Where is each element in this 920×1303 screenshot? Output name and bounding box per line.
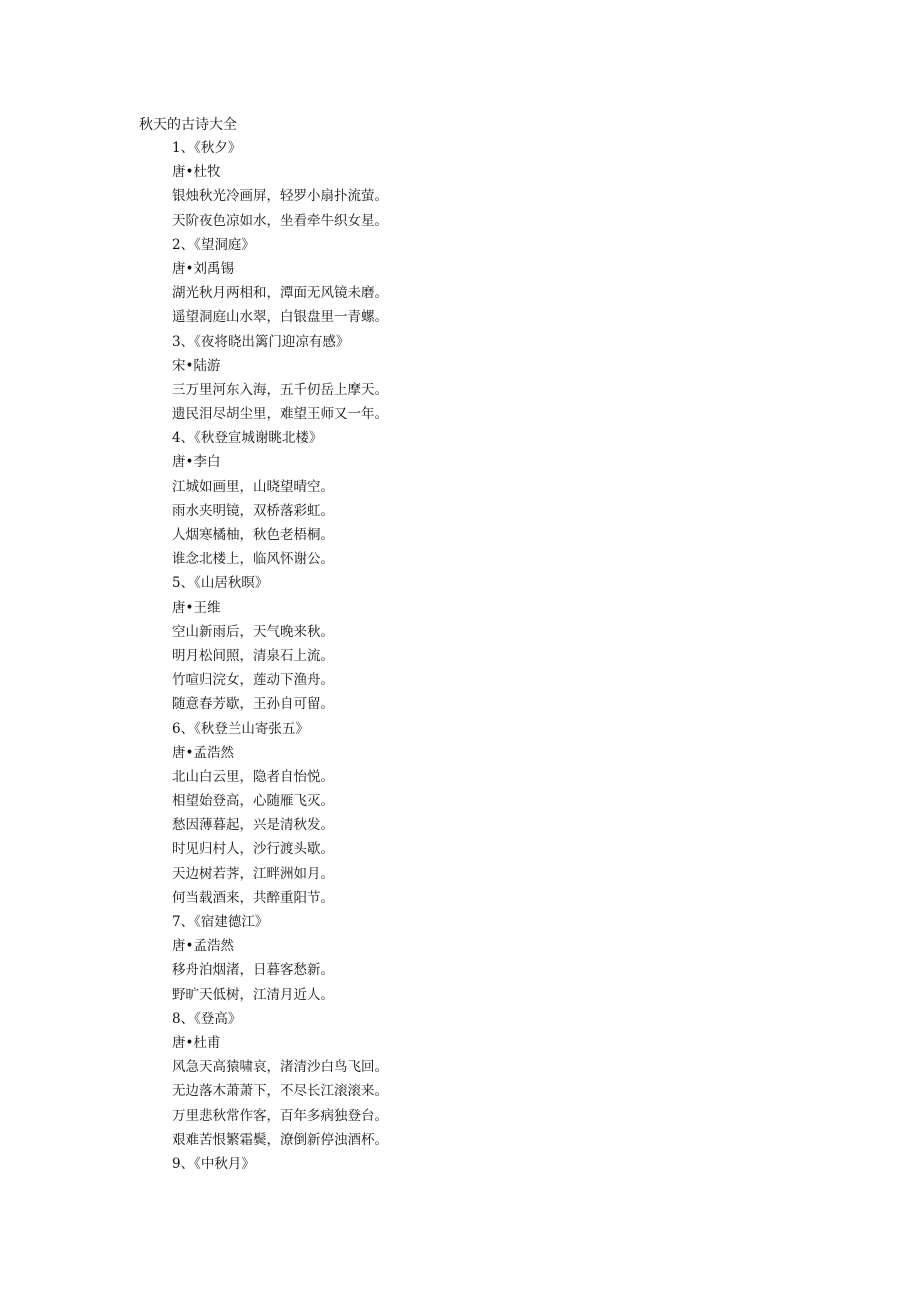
poem-block — [172, 136, 388, 233]
poem-line: 竹喧归浣女，莲动下渔舟。 — [172, 672, 334, 689]
poem-author: 唐•王维 — [172, 599, 221, 616]
poem-line: 明月松间照，清泉石上流。 — [172, 647, 334, 664]
poem-line: 时见归村人，沙行渡头歇。 — [172, 841, 334, 858]
poem-author: 唐•杜甫 — [172, 1034, 221, 1051]
poem-line: 遥望洞庭山水翠，白银盘里一青螺。 — [172, 309, 388, 326]
poem-block — [172, 910, 388, 1007]
poem-line: 银烛秋光冷画屏，轻罗小扇扑流萤。 — [172, 188, 388, 205]
poem-line: 天阶夜色凉如水，坐看牵牛织女星。 — [172, 212, 388, 229]
poem-heading: 3、《夜将晓出篱门迎凉有感》 — [172, 333, 350, 350]
poem-list — [172, 136, 388, 1176]
poem-heading: 7、《宿建德江》 — [172, 914, 269, 930]
poem-block — [172, 1007, 388, 1152]
poem-line: 相望始登高，心随雁飞灭。 — [172, 793, 334, 810]
poem-block — [172, 330, 388, 427]
poem-block — [172, 426, 388, 571]
poem-line: 随意春芳歇，王孙自可留。 — [172, 696, 334, 713]
poem-line: 北山白云里，隐者自怡悦。 — [172, 768, 334, 785]
poem-heading: 5、《山居秋暝》 — [172, 575, 269, 592]
poem-author: 唐•孟浩然 — [172, 744, 234, 761]
poem-line: 雨水夹明镜，双桥落彩虹。 — [172, 502, 334, 519]
poem-line: 移舟泊烟渚，日暮客愁新。 — [172, 962, 334, 979]
poem-line: 空山新雨后，天气晚来秋。 — [172, 623, 334, 640]
poem-line: 遗民泪尽胡尘里，难望王师又一年。 — [172, 406, 388, 423]
poem-line: 万里悲秋常作客，百年多病独登台。 — [172, 1107, 388, 1124]
poem-block — [172, 717, 388, 911]
poem-block — [172, 571, 388, 716]
poem-block — [172, 233, 388, 330]
poem-heading: 9、《中秋月》 — [172, 1155, 255, 1172]
poem-line: 江城如画里，山晓望晴空。 — [172, 478, 334, 495]
poem-heading: 8、《登高》 — [172, 1010, 242, 1027]
poem-line: 艰难苦恨繁霜鬓，潦倒新停浊酒杯。 — [172, 1131, 388, 1148]
document-title: 秋天的古诗大全 — [139, 117, 237, 133]
poem-author: 宋•陆游 — [172, 357, 221, 374]
poem-heading: 2、《望洞庭》 — [172, 236, 255, 253]
poem-line: 无边落木萧萧下，不尽长江滚滚来。 — [172, 1083, 388, 1100]
poem-line: 湖光秋月两相和，潭面无风镜未磨。 — [172, 285, 388, 302]
poem-author: 唐•孟浩然 — [172, 938, 234, 955]
poem-author: 唐•李白 — [172, 454, 221, 471]
poem-author: 唐•杜牧 — [172, 164, 221, 181]
poem-author: 唐•刘禹锡 — [172, 260, 234, 277]
poem-line: 风急天高猿啸哀，渚清沙白鸟飞回。 — [172, 1059, 388, 1076]
poem-line: 谁念北楼上，临风怀谢公。 — [172, 551, 334, 568]
poem-line: 愁因薄暮起，兴是清秋发。 — [172, 817, 334, 834]
poem-line: 天边树若荠，江畔洲如月。 — [172, 865, 334, 882]
poem-line: 何当载酒来，共醉重阳节。 — [172, 889, 334, 906]
poem-line: 三万里河东入海，五千仞岳上摩天。 — [172, 381, 388, 398]
poem-heading: 6、《秋登兰山寄张五》 — [172, 720, 309, 737]
poem-heading: 4、《秋登宣城谢眺北楼》 — [172, 430, 323, 447]
poem-line: 人烟寒橘柚，秋色老梧桐。 — [172, 527, 334, 543]
poem-block — [172, 1152, 388, 1176]
poem-heading: 1、《秋夕》 — [172, 140, 242, 156]
poem-line: 野旷天低树，江清月近人。 — [172, 986, 334, 1003]
